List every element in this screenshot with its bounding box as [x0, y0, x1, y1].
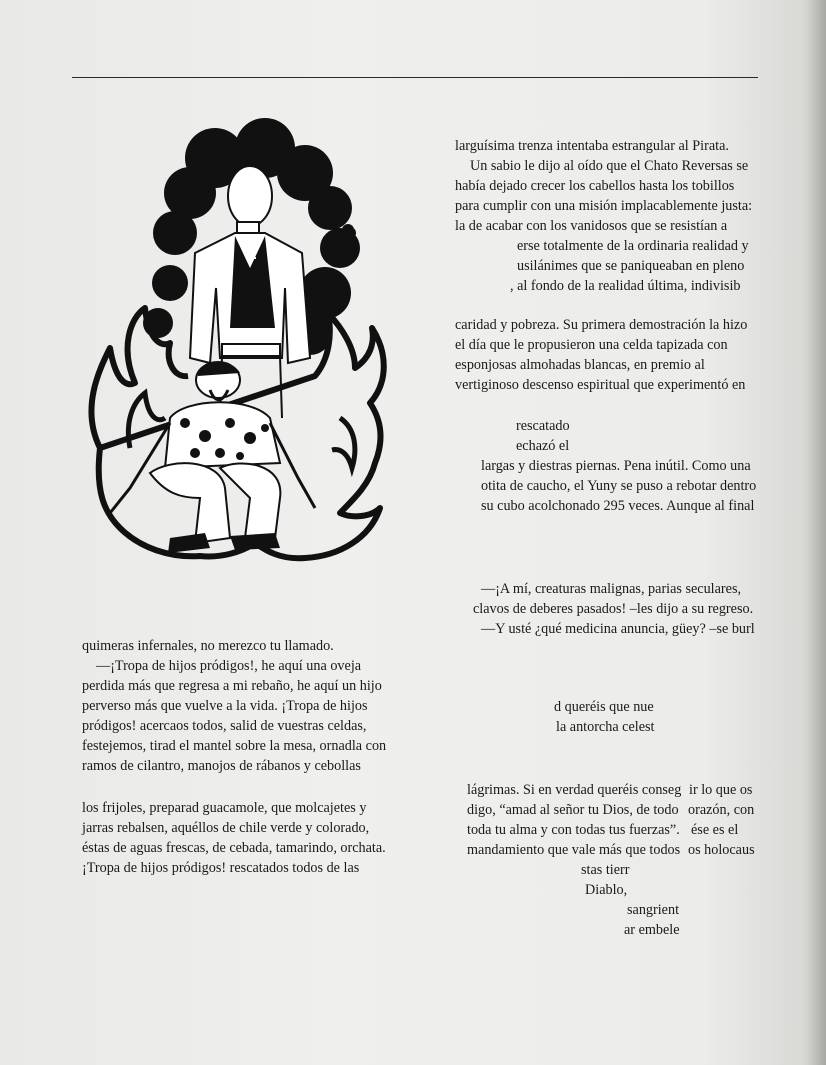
- right-text-line: mandamiento que vale más que todos: [467, 842, 681, 858]
- left-text-line: perdida más que regresa a mi rebaño, he aquí un hijo: [82, 678, 382, 694]
- right-text-line: d queréis que nue: [554, 699, 654, 715]
- right-text-line: usilánimes que se paniqueaban en pleno: [517, 258, 745, 274]
- right-text-line: clavos de deberes pasados! –les dijo a su regreso.: [473, 601, 754, 617]
- right-text-line: lágrimas. Si en verdad queréis conseg: [467, 782, 682, 798]
- right-text-line: para cumplir con una misión implacablemente justa:: [455, 198, 753, 214]
- right-text-line: vertiginoso descenso espiritual que experimentó en: [455, 377, 746, 393]
- left-text-line: perverso más que vuelve a la vida. ¡Tropa de hijos: [82, 698, 368, 714]
- right-text-line: —Y usté ¿qué medicina anuncia, güey? –se burl: [481, 621, 755, 637]
- left-text-line: ¡Tropa de hijos pródigos! rescatados todos de las: [82, 860, 360, 876]
- right-text-line: , al fondo de la realidad última, indivisib: [510, 278, 741, 294]
- right-text-line: largas y diestras piernas. Pena inútil. Como una: [481, 458, 751, 474]
- right-text-line: caridad y pobreza. Su primera demostración la hizo: [455, 317, 748, 333]
- right-text-line: su cubo acolchonado 295 veces. Aunque al final: [481, 498, 755, 514]
- right-text-line: el día que le propusieron una celda tapizada con: [455, 337, 728, 353]
- right-text-line: Diablo,: [585, 882, 628, 898]
- right-text-line: otita de caucho, el Yuny se puso a rebotar dentro: [481, 478, 757, 494]
- devil-figure-illustration-icon: [70, 118, 390, 573]
- left-text-line: ramos de cilantro, manojos de rábanos y cebollas: [82, 758, 361, 774]
- right-text-line: esponjosas almohadas blancas, en premio al: [455, 357, 705, 373]
- right-text-line: sangrient: [627, 902, 680, 918]
- left-text-line: éstas de aguas frescas, de cebada, tamarindo, orchata.: [82, 840, 386, 856]
- left-text-line: jarras rebalsen, aquéllos de chile verde y colorado,: [82, 820, 370, 836]
- header-rule: [72, 77, 758, 78]
- left-text-line: —¡Tropa de hijos pródigos!, he aquí una oveja: [96, 658, 362, 674]
- right-text-line: stas tierr: [581, 862, 630, 878]
- right-text-line: la antorcha celest: [556, 719, 655, 735]
- right-text-line: erse totalmente de la ordinaria realidad y: [517, 238, 749, 254]
- right-text-line: la de acabar con los vanidosos que se resistían a: [455, 218, 728, 234]
- right-text-line: orazón, con: [688, 802, 755, 818]
- right-text-line: echazó el: [516, 438, 570, 454]
- right-text-line: —¡A mí, creaturas malignas, parias seculares,: [481, 581, 742, 597]
- right-text-line: ar embele: [624, 922, 680, 938]
- right-text-line: había dejado crecer los cabellos hasta los tobillos: [455, 178, 735, 194]
- right-text-line: digo, “amad al señor tu Dios, de todo: [467, 802, 679, 818]
- left-text-line: quimeras infernales, no merezco tu llamado.: [82, 638, 334, 654]
- right-text-line: toda tu alma y con todas tus fuerzas”.: [467, 822, 680, 838]
- right-text-line: ir lo que os: [689, 782, 753, 798]
- right-text-line: rescatado: [516, 418, 570, 434]
- right-text-line: ése es el: [691, 822, 739, 838]
- page-edge-shadow: [808, 0, 826, 1065]
- left-text-line: festejemos, tirad el mantel sobre la mesa, ornadla con: [82, 738, 387, 754]
- right-text-line: Un sabio le dijo al oído que el Chato Reversas se: [470, 158, 749, 174]
- left-text-line: pródigos! acercaos todos, salid de vuestras celdas,: [82, 718, 367, 734]
- left-text-line: los frijoles, preparad guacamole, que molcajetes y: [82, 800, 367, 816]
- right-text-line: larguísima trenza intentaba estrangular al Pirata.: [455, 138, 729, 154]
- right-text-line: os holocaus: [688, 842, 755, 858]
